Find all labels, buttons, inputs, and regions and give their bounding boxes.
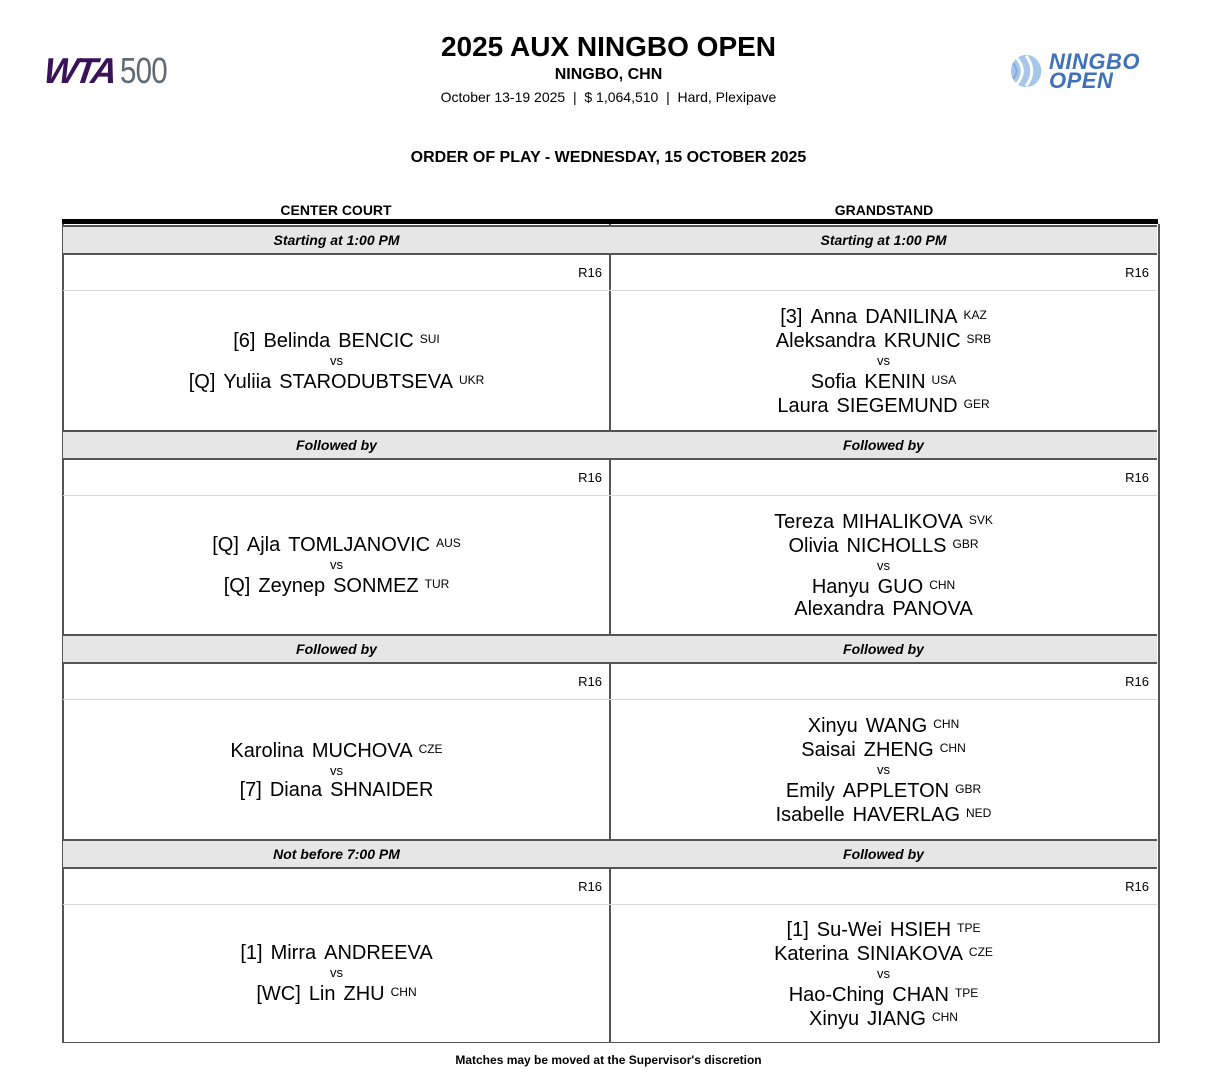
match-players — [610, 496, 1157, 634]
slot-time-band: Followed by — [610, 430, 1157, 460]
wta-tier-text: 500 — [120, 50, 168, 91]
match-players — [610, 291, 1157, 429]
player-name — [776, 328, 991, 352]
player-seed: [Q] — [212, 534, 239, 556]
player-last-name: ZHENG — [863, 738, 934, 761]
round-row — [610, 664, 1157, 700]
player-last-name: CHAN — [892, 984, 949, 1006]
match-players — [63, 496, 610, 634]
player-first-name: Aleksandra — [775, 329, 876, 352]
round-row — [63, 460, 610, 496]
player-name — [224, 573, 450, 597]
tournament-info: October 13-19 2025 | $ 1,064,510 | Hard, Plexipave — [440, 89, 777, 105]
slot-time-band: Followed by — [63, 430, 610, 460]
match-slot — [63, 839, 610, 1044]
player-last-name: KENIN — [864, 370, 926, 393]
footnote: Matches may be moved at the Supervisor's discretion — [455, 1053, 762, 1067]
vs-label: vs — [330, 762, 343, 778]
player-last-name: BENCIC — [338, 329, 414, 352]
vs-label: vs — [877, 966, 890, 981]
player-first-name: Tereza — [774, 511, 835, 533]
player-name — [256, 981, 416, 1005]
player-last-name: KRUNIC — [883, 329, 961, 352]
player-last-name: HSIEH — [890, 919, 952, 941]
slot-time-band: Starting at 1:00 PM — [63, 225, 610, 255]
player-name — [240, 942, 432, 964]
player-seed: [Q] — [223, 575, 251, 597]
round-label: R16 — [1125, 469, 1149, 485]
player-last-name: DANILINA — [865, 305, 958, 328]
round-label: R16 — [1125, 878, 1149, 894]
player-first-name: Diana — [269, 778, 323, 801]
player-first-name: Yuliia — [223, 370, 272, 393]
match-slot — [610, 430, 1157, 635]
round-label: R16 — [578, 469, 602, 485]
player-name — [189, 369, 485, 393]
player-name — [811, 369, 956, 393]
court-column-grandstand — [610, 225, 1157, 1043]
player-nationality: CHN — [933, 716, 960, 731]
vs-label: vs — [877, 761, 890, 777]
player-nationality: SRB — [966, 331, 992, 346]
player-first-name: Laura — [777, 394, 829, 417]
player-name — [240, 779, 434, 801]
order-of-play-title: ORDER OF PLAY - WEDNESDAY, 15 OCTOBER 2025 — [410, 149, 807, 166]
player-first-name: Su-Wei — [816, 919, 882, 941]
match-players — [63, 291, 610, 429]
player-last-name: JIANG — [867, 1008, 926, 1030]
player-nationality: SVK — [968, 513, 993, 527]
player-nationality: CHN — [929, 578, 956, 592]
player-first-name: Lin — [308, 983, 336, 1005]
round-label: R16 — [578, 878, 602, 894]
player-first-name: Xinyu — [807, 714, 858, 737]
court-heading-center: CENTER COURT — [280, 202, 392, 218]
round-label: R16 — [1125, 674, 1149, 689]
player-name — [812, 574, 955, 598]
round-row — [63, 869, 610, 905]
player-name — [212, 532, 461, 556]
vs-label: vs — [330, 352, 343, 368]
vs-label: vs — [877, 352, 890, 368]
ningbo-wordmark-line2: OPEN — [1049, 68, 1114, 93]
player-name — [801, 737, 965, 761]
player-first-name: Hanyu — [811, 576, 870, 598]
player-nationality: CZE — [968, 945, 993, 959]
player-nationality: UKR — [458, 372, 485, 387]
match-slot — [610, 839, 1157, 1044]
player-last-name: SHNAIDER — [330, 778, 434, 801]
vs-label: vs — [330, 557, 343, 572]
player-seed: [Q] — [188, 370, 216, 393]
player-name — [776, 802, 992, 826]
match-players — [610, 700, 1157, 838]
player-name — [774, 509, 993, 533]
player-last-name: NICHOLLS — [846, 535, 947, 557]
player-seed: [6] — [233, 329, 256, 352]
round-row — [63, 255, 610, 291]
slot-time-band: Starting at 1:00 PM — [610, 225, 1157, 255]
player-first-name: Katerina — [774, 943, 849, 965]
player-first-name: Belinda — [263, 329, 331, 352]
player-seed: [3] — [780, 305, 803, 328]
vs-label: vs — [877, 558, 890, 573]
player-name — [789, 982, 979, 1006]
player-last-name: WANG — [865, 714, 928, 737]
player-last-name: SONMEZ — [333, 575, 419, 597]
player-nationality: KAZ — [963, 307, 987, 322]
player-nationality: TUR — [424, 577, 450, 591]
wta-logo-text: WTA — [41, 50, 118, 91]
player-last-name: SINIAKOVA — [856, 943, 963, 965]
match-slot — [63, 634, 610, 839]
player-first-name: Sofia — [810, 370, 857, 393]
player-name — [808, 713, 960, 737]
player-first-name: Alexandra — [794, 598, 885, 620]
court-heading-grandstand: GRANDSTAND — [834, 202, 934, 218]
round-label: R16 — [1125, 265, 1149, 280]
match-slot — [63, 430, 610, 635]
player-nationality: AUS — [436, 536, 461, 550]
round-row — [610, 460, 1157, 496]
slot-time-band: Followed by — [610, 839, 1157, 869]
slot-time-band: Not before 7:00 PM — [63, 839, 610, 869]
player-first-name: Olivia — [788, 535, 839, 557]
player-first-name: Karolina — [230, 739, 304, 762]
player-first-name: Xinyu — [809, 1008, 860, 1030]
player-first-name: Saisai — [801, 738, 856, 761]
player-nationality: USA — [931, 372, 957, 387]
vs-label: vs — [330, 965, 343, 980]
player-last-name: MUCHOVA — [311, 739, 413, 762]
match-slot — [63, 225, 610, 430]
player-seed: [WC] — [256, 983, 301, 1005]
player-first-name: Zeynep — [258, 575, 326, 597]
player-nationality: CHN — [939, 740, 966, 755]
player-name — [774, 941, 993, 965]
player-last-name: GUO — [877, 576, 924, 598]
player-last-name: PANOVA — [892, 598, 973, 620]
match-players — [63, 905, 610, 1043]
player-nationality: CZE — [418, 741, 443, 756]
player-first-name: Emily — [785, 779, 835, 802]
player-nationality: GBR — [952, 537, 979, 551]
player-name — [230, 738, 442, 762]
match-players — [610, 905, 1157, 1043]
player-name — [777, 393, 989, 417]
slot-time-band: Followed by — [610, 634, 1157, 664]
player-seed: [1] — [786, 919, 809, 941]
player-first-name: Mirra — [270, 942, 317, 964]
player-name — [788, 533, 978, 557]
player-nationality: TPE — [954, 986, 979, 1000]
player-last-name: SIEGEMUND — [836, 394, 958, 417]
player-name — [786, 778, 981, 802]
tournament-title: 2025 AUX NINGBO OPEN — [440, 31, 777, 62]
player-last-name: ZHU — [343, 983, 385, 1005]
player-first-name: Hao-Ching — [788, 984, 885, 1006]
match-slot — [610, 634, 1157, 839]
round-row — [610, 255, 1157, 291]
player-nationality: SUI — [419, 331, 440, 346]
player-last-name: STARODUBTSEVA — [279, 370, 453, 393]
player-seed: [7] — [239, 778, 262, 801]
player-last-name: APPLETON — [842, 779, 950, 802]
ningbo-wordmark-line1: NINGBO — [1049, 49, 1140, 74]
player-name — [780, 304, 987, 328]
player-nationality: CHN — [931, 1010, 958, 1024]
player-nationality: GER — [963, 396, 990, 411]
player-last-name: MIHALIKOVA — [842, 511, 963, 533]
round-row — [63, 664, 610, 700]
player-seed: [1] — [240, 942, 263, 964]
player-first-name: Anna — [810, 305, 858, 328]
round-label: R16 — [578, 265, 602, 280]
player-last-name: HAVERLAG — [852, 803, 961, 826]
player-first-name: Isabelle — [775, 803, 845, 826]
player-nationality: TPE — [957, 921, 981, 935]
player-name — [794, 598, 972, 620]
match-players — [63, 700, 610, 838]
tournament-city: NINGBO, CHN — [554, 66, 663, 83]
player-name — [233, 328, 440, 352]
player-last-name: ANDREEVA — [324, 942, 433, 964]
court-column-center — [63, 225, 610, 1043]
player-nationality: CHN — [390, 985, 417, 999]
player-first-name: Ajla — [246, 534, 281, 556]
round-row — [610, 869, 1157, 905]
round-label: R16 — [578, 674, 602, 689]
slot-time-band: Followed by — [63, 634, 610, 664]
match-slot — [610, 225, 1157, 430]
player-name — [787, 917, 981, 941]
player-last-name: TOMLJANOVIC — [288, 534, 431, 556]
player-name — [809, 1006, 958, 1030]
player-nationality: GBR — [955, 781, 982, 796]
player-nationality: NED — [966, 805, 992, 820]
